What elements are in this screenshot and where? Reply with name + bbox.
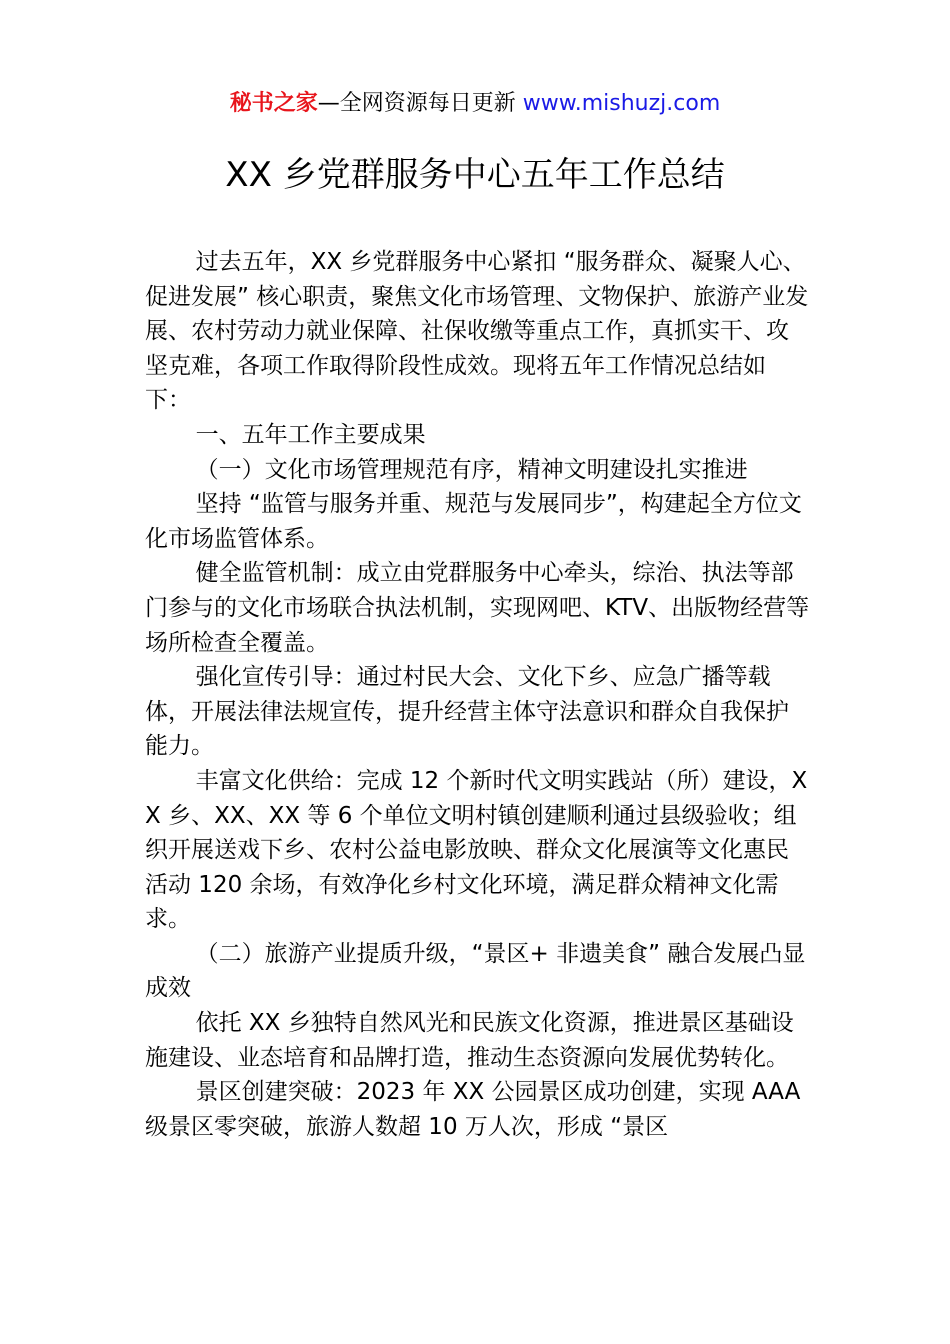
brand-name: 秘书之家 [229,91,318,116]
subsection-heading: （二）旅游产业提质升级，“景区+ 非遗美食” 融合发展凸显成效 [145,940,806,1002]
site-url-link[interactable]: www.mishuzj.com [522,91,721,116]
paragraph: 健全监管机制：成立由党群服务中心牵头，综治、执法等部门参与的文化市场联合执法机制，实现网吧、KTV、出版物经营等场所检查全覆盖。 [145,560,810,656]
subsection-heading: （一）文化市场管理规范有序，精神文明建设扎实推进 [195,456,748,483]
header-tagline: —全网资源每日更新 [317,91,523,116]
paragraph: 依托 XX 乡独特自然风光和民族文化资源，推进景区基础设施建设、业态培育和品牌打造，推动生态资源向发展优势转化。 [145,1010,794,1071]
paragraph: 丰富文化供给：完成 12 个新时代文明实践站（所）建设，XX 乡、XX、XX 等 6 个单位文明村镇创建顺利通过县级验收；组织开展送戏下乡、农村公益电影放映、群众文化展演等文化惠民活动 120 余场，有效净化乡村文化环境，满足群众精神文化需求。 [145,767,808,933]
paragraph: 景区创建突破：2023 年 XX 公园景区成功创建，实现 AAA 级景区零突破，旅游人数超 10 万人次，形成 “景区 [145,1079,801,1140]
site-header [0,88,950,120]
document-title: XX 乡党群服务中心五年工作总结 [225,155,725,195]
paragraph-intro: 过去五年，XX 乡党群服务中心紧扣 “服务群众、凝聚人心、促进发展” 核心职责，聚焦文化市场管理、文物保护、旅游产业发展、农村劳动力就业保障、社保收缴等重点工作，真抓实干、攻坚克难，各项工作取得阶段性成效。现将五年工作情况总结如下： [145,249,809,414]
paragraph: 坚持 “监管与服务并重、规范与发展同步”，构建起全方位文化市场监管体系。 [145,491,802,552]
section-heading: 一、五年工作主要成果 [195,421,426,448]
paragraph: 强化宣传引导：通过村民大会、文化下乡、应急广播等载体，开展法律法规宣传，提升经营主体守法意识和群众自我保护能力。 [145,664,789,760]
document-body [145,245,810,1144]
